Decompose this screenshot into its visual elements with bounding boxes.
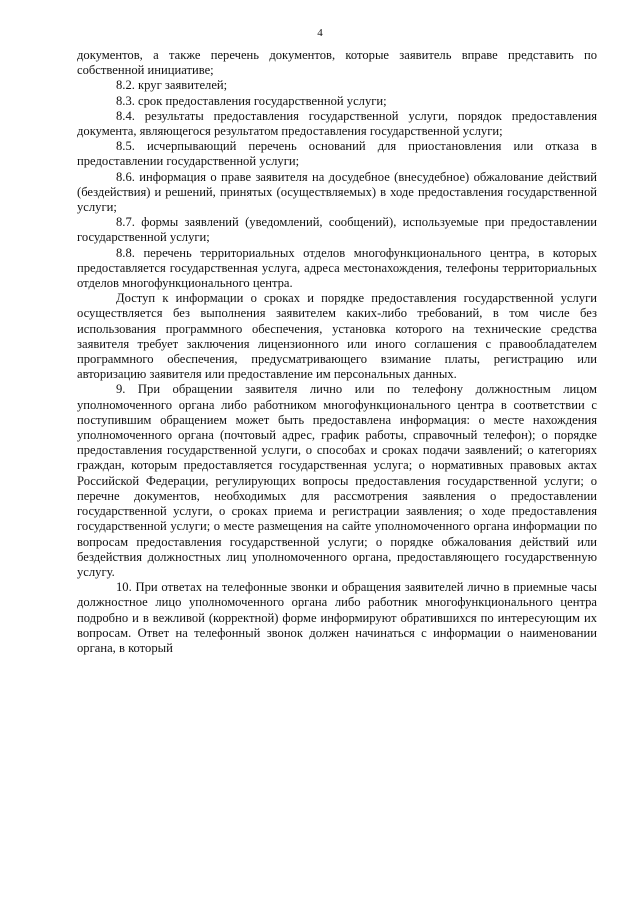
paragraph-8-3: 8.3. срок предоставления государственной услуги;	[116, 93, 387, 108]
paragraph-8-6: 8.6. информация о праве заявителя на досудебное (внесудебное) обжалование действий (бездействия) и решений, принятых (осуществляемых) в ходе предоставления государственной услуги;	[77, 169, 597, 215]
paragraph-10: 10. При ответах на телефонные звонки и обращения заявителей лично в приемные часы должностное лицо уполномоченного органа либо работник многофункционального центра подробно и в вежливой (корректной) форме информируют обратившихся по интересующим их вопросам. Ответ на телефонный звонок должен начинаться с информации о наименовании органа, в который	[77, 580, 597, 655]
paragraph-access: Доступ к информации о сроках и порядке предоставления государственной услуги осуществляется без выполнения заявителем каких-либо требований, в том числе без использования программного обеспечения, установка которого на технические средства заявителя требует заключения лицензионного или иного соглашения с правообладателем программного обеспечения, предусматривающего взимание платы, регистрацию или авторизацию заявителя или предоставление им персональных данных.	[77, 291, 597, 382]
paragraph-8-8: 8.8. перечень территориальных отделов многофункционального центра, в которых предоставляется государственная услуга, адреса местонахождения, телефоны территориальных отделов многофункционального центра.	[77, 245, 597, 291]
paragraph-8-2: 8.2. круг заявителей;	[116, 78, 228, 93]
page-number: 4	[317, 27, 323, 39]
paragraph-9: 9. При обращении заявителя лично или по телефону должностным лицом уполномоченного органа либо работником многофункционального центра в соответствии с поступившим обращением может быть предоставлена информация: о месте нахождения уполномоченного органа (почтовый адрес, график работы, справочный телефон); о порядке предоставления государственной услуги, о способах и сроках подачи заявлений; о категориях граждан, которым предоставляется государственная услуга; о нормативных правовых актах Российской Федерации, регулирующих вопросы предоставления государственной услуги; о перечне документов, необходимых для рассмотрения заявления о предоставлении государственной услуги, о сроках приема и регистрации заявления; о ходе предоставления государственной услуги; о месте размещения на сайте уполномоченного органа информации по вопросам предоставления государственной услуги; о порядке обжалования действий или бездействия должностных лиц уполномоченного органа, предоставляющего государственную услугу.	[77, 382, 597, 579]
paragraph-continuation: документов, а также перечень документов, которые заявитель вправе представить по собственной инициативе;	[77, 48, 597, 78]
paragraph-8-5: 8.5. исчерпывающий перечень оснований для приостановления или отказа в предоставлении государственной услуги;	[77, 139, 597, 169]
body-text	[77, 48, 597, 656]
paragraph-8-4: 8.4. результаты предоставления государственной услуги, порядок предоставления документа, являющегося результатом предоставления государственной услуги;	[77, 108, 597, 139]
paragraph-8-7: 8.7. формы заявлений (уведомлений, сообщений), используемые при предоставлении государственной услуги;	[77, 215, 597, 245]
